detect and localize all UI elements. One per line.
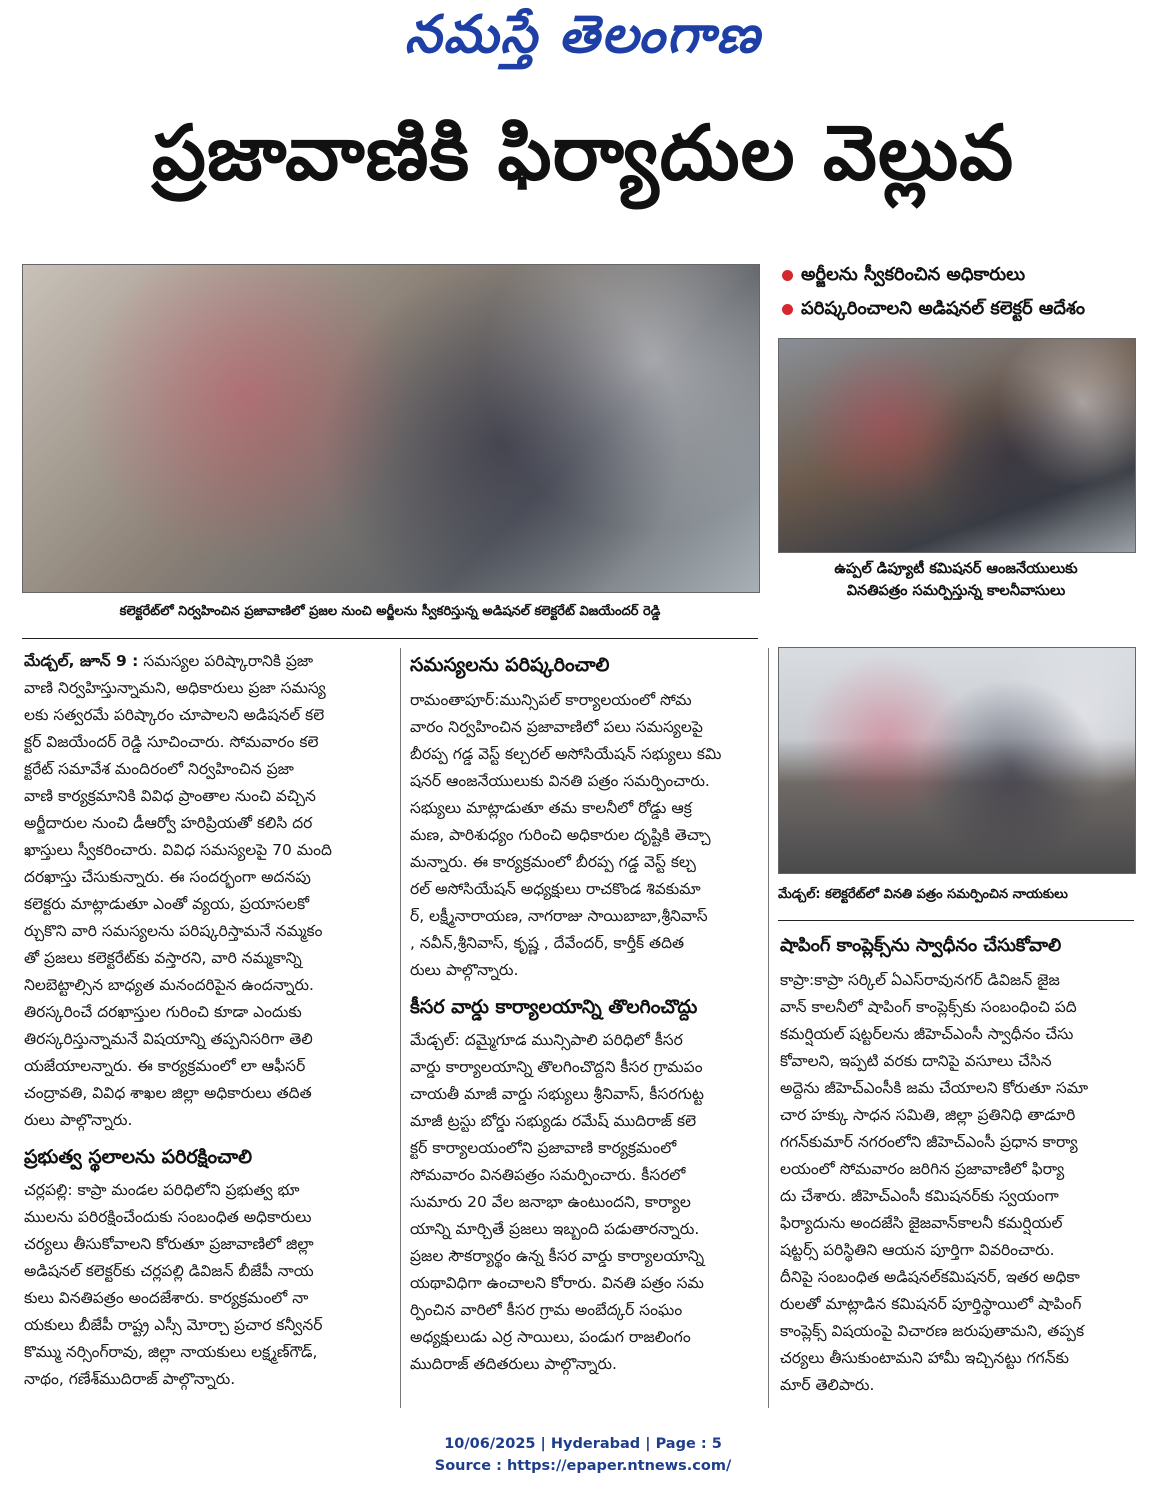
right-mid-photo <box>778 647 1136 874</box>
main-photo <box>22 264 760 593</box>
bullet-item: అర్జీలను స్వీకరించిన అధికారులు <box>782 264 1162 289</box>
article-column-1: మేడ్చల్, జూన్ 9 : సమస్యల పరిష్కారానికి ప్రజా వాణి నిర్వహిస్తున్నామని, అధికారులు ప్రజా సమస్య లకు సత్వరమే పరిష్కారం చూపాలని అడిషనల్ కలె క్టర్ విజయేందర్ రెడ్డి సూచించారు. సోమవారం కలె క్టరేట్ సమావేశ మందిరంలో నిర్వహించిన ప్రజా వాణి కార్యక్రమానికి వివిధ ప్రాంతాల నుంచి వచ్చిన అర్జీదారుల నుంచి డీఆర్వో హరిప్రియతో కలిసి దర ఖాస్తులు స్వీకరించారు. వివిధ సమస్యలపై 70 మంది దరఖాస్తు చేసుకున్నారు. ఈ సందర్భంగా అదనపు కలెక్టరు మాట్లాడుతూ ఎంతో వ్యయ, ప్రయాసలకో ర్చుకొని వారి సమస్యలను పరిష్కరిస్తామనే నమ్మకం తో ప్రజలు కలెక్టరేట్‌కు వస్తారని, వారి నమ్మకాన్ని నిలబెట్టాల్సిన బాధ్యత మనందరిపైన ఉందన్నారు. తిరస్కరించే దరఖాస్తుల గురించి కూడా ఎందుకు తిరస్కరిస్తున్నామనే విషయాన్ని తప్పనిసరిగా తెలి యజేయాలన్నారు. ఈ కార్యక్రమంలో లా ఆఫీసర్ చంద్రావతి, వివిధ శాఖల జిల్లా అధికారులు తదిత రులు పాల్గొన్నారు. ప్రభుత్వ స్థలాలను పరిరక్షించాలి చర్లపల్లి: కాప్రా మండల పరిధిలోని ప్రభుత్వ భూ ములను పరిరక్షించేందుకు సంబంధిత అధికారులు చర్యలు తీసుకోవాలని కోరుతూ ప్రజావాణిలో జిల్లా అడిషనల్ కలెక్టర్‌కు చర్లపల్లి డివిజన్ బీజేపీ నాయ కులు వినతిపత్రం అందజేశారు. కార్యక్రమంలో నా యకులు బీజేపీ రాష్ట్ర ఎస్సీ మోర్చా ప్రచార కన్వీనర్ కొమ్ము నర్సింగ్‌రావు, జిల్లా నాయకులు లక్ష్మణ్‌గౌడ్, నాథం, గణేశ్‌ముదిరాజ్ పాల్గొన్నారు. <box>24 648 392 1393</box>
article-column-2: సమస్యలను పరిష్కరించాలి రామంతాపూర్:మున్సిపల్ కార్యాలయంలో సోమ వారం నిర్వహించిన ప్రజావాణిలో పలు సమస్యలపై బీరప్ప గడ్డ వెస్ట్ కల్చరల్ అసోసియేషన్ సభ్యులు కమి షనర్ ఆంజనేయులుకు వినతి పత్రం సమర్పించారు. సభ్యులు మాట్లాడుతూ తమ కాలనీలో రోడ్డు ఆక్ర మణ, పారిశుధ్యం గురించి అధికారుల దృష్టికి తెచ్చా మన్నారు. ఈ కార్యక్రమంలో బీరప్ప గడ్డ వెస్ట్ కల్చ రల్ అసోసియేషన్ అధ్యక్షులు రాచకొండ శివకుమా ర్, లక్ష్మీనారాయణ, నాగరాజు సాయిబాబా,శ్రీనివాస్ , నవీన్,శ్రీనివాస్, కృష్ణ , దేవేందర్, కార్తీక్ తదిత రులు పాల్గొన్నారు. కీసర వార్డు కార్యాలయాన్ని తొలగించొద్దు మేడ్చల్: దమ్మైగూడ మున్సిపాలి పరిధిలో కీసర వార్డు కార్యాలయాన్ని తొలగించొద్దని కీసర గ్రామపం చాయతీ మాజీ వార్డు సభ్యులు శ్రీనివాస్, కీసరగుట్ట మాజీ ట్రస్టు బోర్డు సభ్యుడు రమేష్ ముదిరాజ్ కలె క్టర్ కార్యాలయంలోని ప్రజావాణి కార్యక్రమంలో సోమవారం వినతిపత్రం సమర్పించారు. కీసరలో సుమారు 20 వేల జనాభా ఉంటుందని, కార్యాల యాన్ని మార్చితే ప్రజలు ఇబ్బంది పడుతారన్నారు. ప్రజల సౌకర్యార్థం ఉన్న కీసర వార్డు కార్యాలయాన్ని యథావిధిగా ఉంచాలని కోరారు. వినతి పత్రం సమ ర్పించిన వారిలో కీసర గ్రామ అంబేద్కర్ సంఘం అధ్యక్షులుడు ఎర్ర సాయిలు, పండుగ రాజలింగం ముదిరాజ్ తదితరులు పాల్గొన్నారు. <box>410 652 760 1378</box>
right-top-caption: ఉప్పల్ డిప్యూటీ కమిషనర్ ఆంజనేయులుకు వినతిపత్రం సమర్పిస్తున్న కాలనీవాసులు <box>834 561 1078 599</box>
section-subhead: ప్రభుత్వ స్థలాలను పరిరక్షించాలి <box>24 1146 253 1168</box>
footer-source: Source : https://epaper.ntnews.com/ <box>434 1458 732 1474</box>
right-top-photo <box>778 338 1136 553</box>
section-subhead: షాపింగ్ కాంప్లెక్స్‌ను స్వాధీనం చేసుకోవాలి <box>780 935 1062 956</box>
article-column-3: షాపింగ్ కాంప్లెక్స్‌ను స్వాధీనం చేసుకోవాలి కాప్రా:కాప్రా సర్కిల్ ఏఎస్‌రావునగర్ డివిజన్ జైజ వాన్ కాలనీలో షాపింగ్ కాంప్లెక్స్‌కు సంబంధించి పది కమర్షియల్ షట్టర్‌లను జీహెచ్ఎంసీ స్వాధీనం చేసు కోవాలని, ఇప్పటి వరకు దానిపై వసూలు చేసిన అద్దెను జీహెచ్ఎంసీకి జమ చేయాలని కోరుతూ సమా చార హక్కు సాధన సమితి, జిల్లా ప్రతినిధి తాడూరి గగన్‌కుమార్ నగరంలోని జీహెచ్ఎంసీ ప్రధాన కార్యా లయంలో సోమవారం జరిగిన ప్రజావాణిలో ఫిర్యా దు చేశారు. జీహెచ్ఎంసీ కమిషనర్‌కు స్వయంగా ఫిర్యాదును అందజేసి జైజవాన్‌కాలనీ కమర్షియల్ షట్టర్స్ పరిస్థితిని ఆయన పూర్తిగా వివరించారు. దీనిపై సంబంధిత అడిషనల్‌కమిషనర్, ఇతర అధికా రులతో మాట్లాడిన కమిషనర్ పూర్తిస్థాయిలో షాపింగ్ కాంప్లెక్స్ విషయంపై విచారణ జరుపుతామని, తప్పక చర్యలు తీసుకుంటామని హామీ ఇచ్చినట్టు గగన్‌కు మార్ తెలిపారు. <box>780 932 1136 1399</box>
column-divider <box>400 648 401 1408</box>
divider <box>778 920 1134 921</box>
section-subhead: సమస్యలను పరిష్కరించాలి <box>410 654 610 676</box>
right-mid-caption: మేడ్చల్: కలెక్టరేట్‌లో వినతి పత్రం సమర్పించిన నాయకులు <box>778 887 1068 902</box>
bullet-dot-icon <box>782 270 793 281</box>
section-subhead: కీసర వార్డు కార్యాలయాన్ని తొలగించొద్దు <box>410 996 698 1018</box>
article-paragraph: మేడ్చల్, జూన్ 9 : సమస్యల పరిష్కారానికి ప్రజా <box>24 652 314 670</box>
bullet-item: పరిష్కరించాలని అడిషనల్ కలెక్టర్ ఆదేశం <box>782 298 1162 323</box>
divider <box>22 638 758 639</box>
main-photo-caption: కలెక్టరేట్‌లో నిర్వహించిన ప్రజావాణిలో ప్రజల నుంచి అర్జీలను స్వీకరిస్తున్న అడిషనల్ కలెక్టరేట్ విజయేందర్ రెడ్డి <box>119 604 661 619</box>
masthead-logo: నమస్తే తెలంగాణ <box>404 4 762 65</box>
column-divider <box>768 648 769 1408</box>
footer-dateline: 10/06/2025 | Hyderabad | Page : 5 <box>444 1436 722 1452</box>
page-headline: ప్రజావాణికి ఫిర్యాదుల వెల్లువ <box>151 108 1015 197</box>
bullet-dot-icon <box>782 304 793 315</box>
